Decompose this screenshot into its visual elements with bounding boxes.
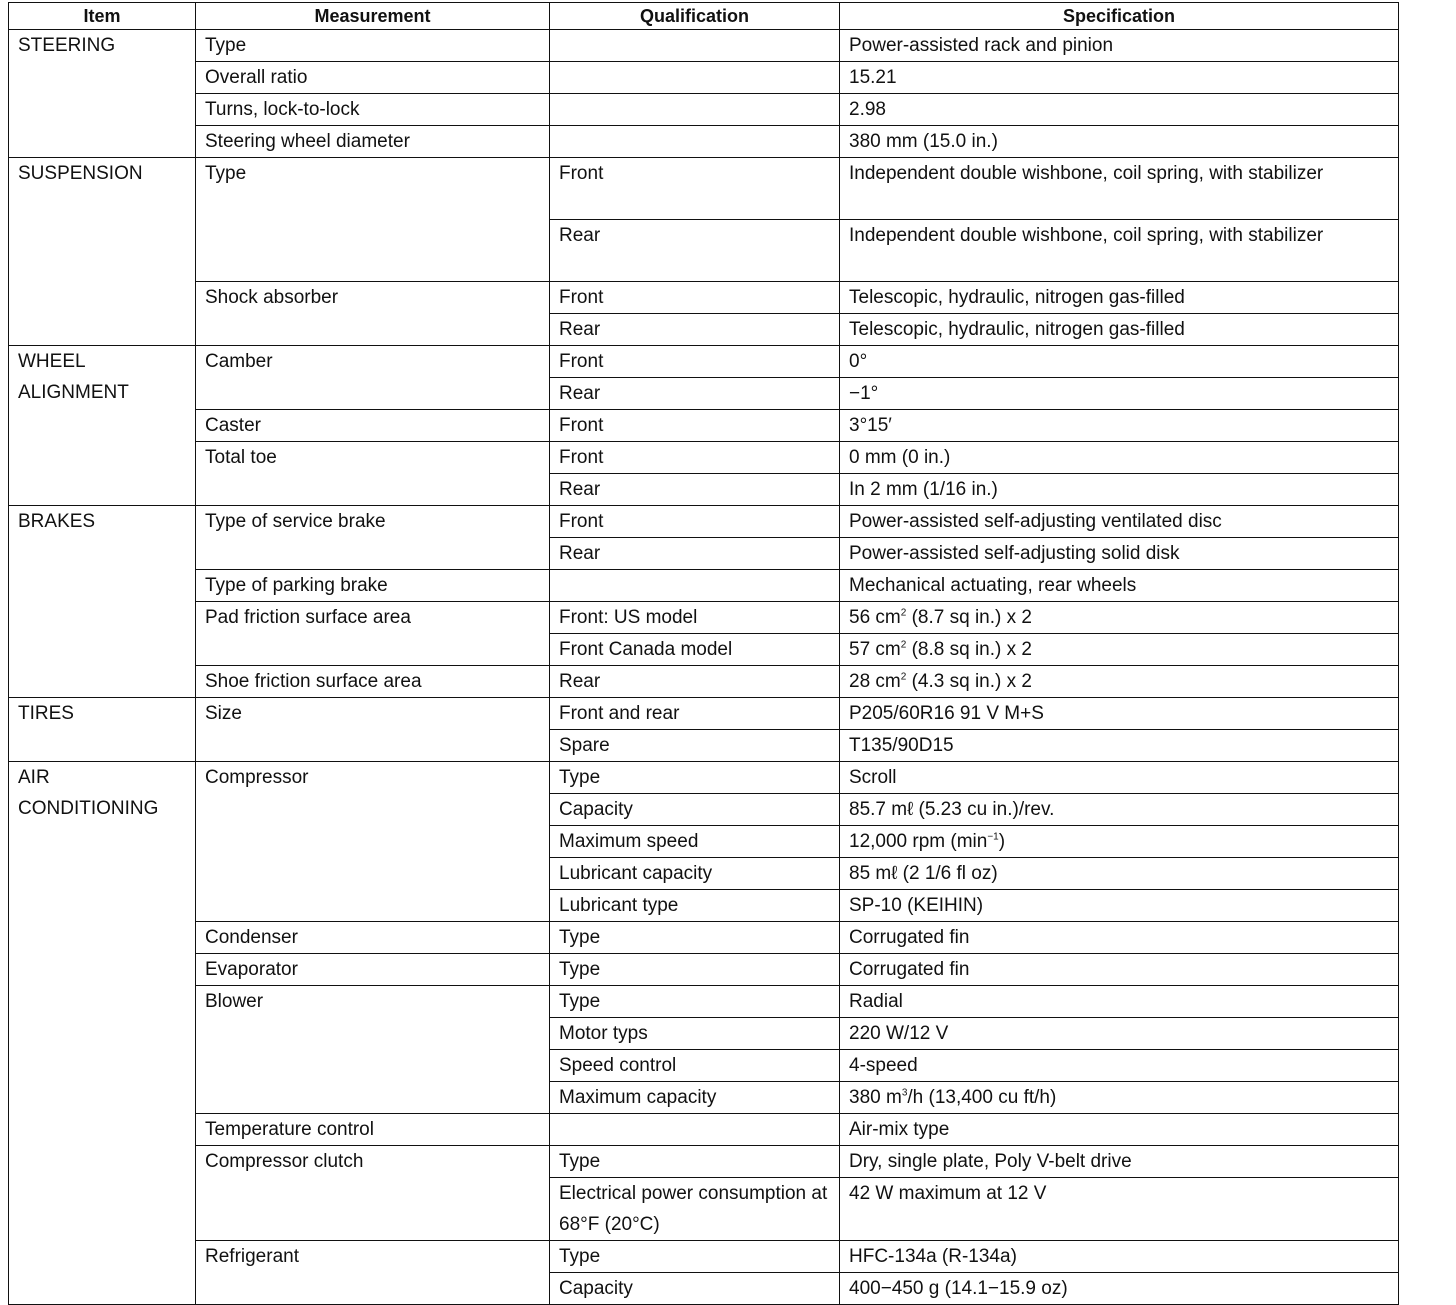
table-row — [9, 158, 1399, 220]
qualification-cell: Rear — [550, 314, 840, 346]
specification-cell — [840, 666, 1399, 698]
specification-cell: HFC-134a (R-134a) — [840, 1241, 1399, 1273]
measurement-cell: Evaporator — [196, 954, 550, 986]
measurement-cell: Compressor — [196, 762, 550, 922]
spec-text: ) — [998, 831, 1006, 852]
specification-cell: 0° — [840, 346, 1399, 378]
table-row — [9, 986, 1399, 1018]
qualification-cell: Type — [550, 1146, 840, 1178]
qualification-cell: Maximum capacity — [550, 1082, 840, 1114]
table-row — [9, 602, 1399, 634]
specification-cell: Scroll — [840, 762, 1399, 794]
table-row — [9, 346, 1399, 378]
item-line: ALIGNMENT — [18, 382, 129, 403]
table-row — [9, 570, 1399, 602]
item-tires: TIRES — [9, 698, 196, 762]
measurement-cell: Type of service brake — [196, 506, 550, 570]
item-wheel-alignment — [9, 346, 196, 506]
specification-cell: Power-assisted self-adjusting solid disk — [840, 538, 1399, 570]
measurement-cell: Type — [196, 30, 550, 62]
specification-cell: Independent double wishbone, coil spring, with stabilizer — [840, 158, 1399, 220]
spec-text: 28 cm — [849, 671, 901, 692]
superscript: 2 — [900, 607, 907, 619]
specification-cell: 3°15′ — [840, 410, 1399, 442]
measurement-cell: Steering wheel diameter — [196, 126, 550, 158]
qualification-cell: Lubricant type — [550, 890, 840, 922]
measurement-cell: Refrigerant — [196, 1241, 550, 1305]
measurement-cell: Total toe — [196, 442, 550, 506]
qualification-cell: Type — [550, 922, 840, 954]
qualification-cell: Front — [550, 282, 840, 314]
item-line: CONDITIONING — [18, 798, 159, 819]
qualification-cell — [550, 1114, 840, 1146]
item-brakes: BRAKES — [9, 506, 196, 698]
qualification-cell — [550, 30, 840, 62]
header-specification: Specification — [840, 3, 1399, 30]
qualification-cell: Front — [550, 442, 840, 474]
specification-cell: Power-assisted rack and pinion — [840, 30, 1399, 62]
specification-cell: 42 W maximum at 12 V — [840, 1178, 1399, 1241]
specification-cell: Corrugated fin — [840, 922, 1399, 954]
item-steering: STEERING — [9, 30, 196, 158]
measurement-cell: Camber — [196, 346, 550, 410]
specification-cell — [840, 826, 1399, 858]
qualification-cell: Lubricant capacity — [550, 858, 840, 890]
header-item: Item — [9, 3, 196, 30]
table-row — [9, 1146, 1399, 1178]
spec-text: 57 cm — [849, 639, 901, 660]
qualification-cell: Rear — [550, 378, 840, 410]
superscript: 2 — [900, 639, 907, 651]
qualification-cell: Front — [550, 158, 840, 220]
specification-cell: In 2 mm (1/16 in.) — [840, 474, 1399, 506]
measurement-cell: Shock absorber — [196, 282, 550, 346]
qualification-cell: Speed control — [550, 1050, 840, 1082]
specification-cell — [840, 602, 1399, 634]
qualification-cell: Front — [550, 506, 840, 538]
specification-cell: Air-mix type — [840, 1114, 1399, 1146]
table-row — [9, 442, 1399, 474]
specification-cell: 0 mm (0 in.) — [840, 442, 1399, 474]
measurement-cell: Shoe friction surface area — [196, 666, 550, 698]
specification-cell: Corrugated fin — [840, 954, 1399, 986]
superscript: 2 — [900, 671, 907, 683]
specification-cell: T135/90D15 — [840, 730, 1399, 762]
specification-cell: 400−450 g (14.1−15.9 oz) — [840, 1273, 1399, 1305]
superscript: −1 — [987, 831, 999, 843]
table-row — [9, 762, 1399, 794]
qualification-cell: Rear — [550, 538, 840, 570]
qualification-cell: Type — [550, 1241, 840, 1273]
item-line: WHEEL — [18, 351, 86, 372]
specification-cell: −1° — [840, 378, 1399, 410]
specification-cell — [840, 634, 1399, 666]
header-measurement: Measurement — [196, 3, 550, 30]
specification-cell: Power-assisted self-adjusting ventilated disc — [840, 506, 1399, 538]
table-row — [9, 954, 1399, 986]
table-row — [9, 1114, 1399, 1146]
specification-cell: SP-10 (KEIHIN) — [840, 890, 1399, 922]
header-qualification: Qualification — [550, 3, 840, 30]
item-line: AIR — [18, 767, 50, 788]
item-air-conditioning — [9, 762, 196, 1305]
specification-cell: 2.98 — [840, 94, 1399, 126]
specification-cell: 380 mm (15.0 in.) — [840, 126, 1399, 158]
specification-cell: 220 W/12 V — [840, 1018, 1399, 1050]
spec-text: 380 m — [849, 1087, 902, 1108]
qualification-cell — [550, 570, 840, 602]
table-row — [9, 94, 1399, 126]
measurement-cell: Type of parking brake — [196, 570, 550, 602]
measurement-cell: Size — [196, 698, 550, 762]
measurement-cell: Type — [196, 158, 550, 282]
qualification-cell: Capacity — [550, 1273, 840, 1305]
specification-cell: Independent double wishbone, coil spring, with stabilizer — [840, 220, 1399, 282]
specification-cell: Dry, single plate, Poly V-belt drive — [840, 1146, 1399, 1178]
table-row — [9, 126, 1399, 158]
superscript: 3 — [901, 1087, 908, 1099]
specification-cell: 85 mℓ (2 1/6 fl oz) — [840, 858, 1399, 890]
specifications-table — [8, 2, 1399, 1305]
measurement-cell: Compressor clutch — [196, 1146, 550, 1241]
measurement-cell: Overall ratio — [196, 62, 550, 94]
table-row — [9, 282, 1399, 314]
measurement-cell: Condenser — [196, 922, 550, 954]
qualification-cell: Spare — [550, 730, 840, 762]
qualification-cell: Motor typs — [550, 1018, 840, 1050]
table-row — [9, 922, 1399, 954]
qualification-cell: Type — [550, 954, 840, 986]
qualification-cell — [550, 94, 840, 126]
measurement-cell: Blower — [196, 986, 550, 1114]
specification-cell — [840, 1082, 1399, 1114]
specification-cell: Radial — [840, 986, 1399, 1018]
qualification-cell: Front Canada model — [550, 634, 840, 666]
qualification-cell: Electrical power consumption at 68°F (20°C) — [550, 1178, 840, 1241]
qualification-cell: Front — [550, 346, 840, 378]
qualification-cell — [550, 126, 840, 158]
specification-cell: Telescopic, hydraulic, nitrogen gas-filled — [840, 282, 1399, 314]
spec-text: 12,000 rpm (min — [849, 831, 988, 852]
table-row — [9, 698, 1399, 730]
qualification-cell — [550, 62, 840, 94]
spec-text: 56 cm — [849, 607, 901, 628]
qualification-cell: Type — [550, 762, 840, 794]
specification-cell: 15.21 — [840, 62, 1399, 94]
table-row — [9, 62, 1399, 94]
specification-cell: P205/60R16 91 V M+S — [840, 698, 1399, 730]
item-suspension: SUSPENSION — [9, 158, 196, 346]
qualification-cell: Front: US model — [550, 602, 840, 634]
qualification-cell: Rear — [550, 220, 840, 282]
spec-text: /h (13,400 cu ft/h) — [907, 1087, 1057, 1108]
qualification-cell: Front and rear — [550, 698, 840, 730]
measurement-cell: Pad friction surface area — [196, 602, 550, 666]
specification-cell: 4-speed — [840, 1050, 1399, 1082]
measurement-cell: Turns, lock-to-lock — [196, 94, 550, 126]
spec-text: (4.3 sq in.) x 2 — [911, 671, 1032, 692]
qualification-cell: Rear — [550, 666, 840, 698]
table-row — [9, 506, 1399, 538]
qualification-cell: Type — [550, 986, 840, 1018]
specification-cell: 85.7 mℓ (5.23 cu in.)/rev. — [840, 794, 1399, 826]
table-row — [9, 666, 1399, 698]
spec-text: (8.8 sq in.) x 2 — [911, 639, 1032, 660]
qualification-cell: Rear — [550, 474, 840, 506]
specification-cell: Telescopic, hydraulic, nitrogen gas-filled — [840, 314, 1399, 346]
header-row — [9, 3, 1399, 30]
measurement-cell: Temperature control — [196, 1114, 550, 1146]
qualification-cell: Maximum speed — [550, 826, 840, 858]
measurement-cell: Caster — [196, 410, 550, 442]
specification-cell: Mechanical actuating, rear wheels — [840, 570, 1399, 602]
table-row — [9, 410, 1399, 442]
table-row — [9, 30, 1399, 62]
qualification-cell: Capacity — [550, 794, 840, 826]
spec-text: (8.7 sq in.) x 2 — [911, 607, 1032, 628]
qualification-cell: Front — [550, 410, 840, 442]
table-row — [9, 1241, 1399, 1273]
